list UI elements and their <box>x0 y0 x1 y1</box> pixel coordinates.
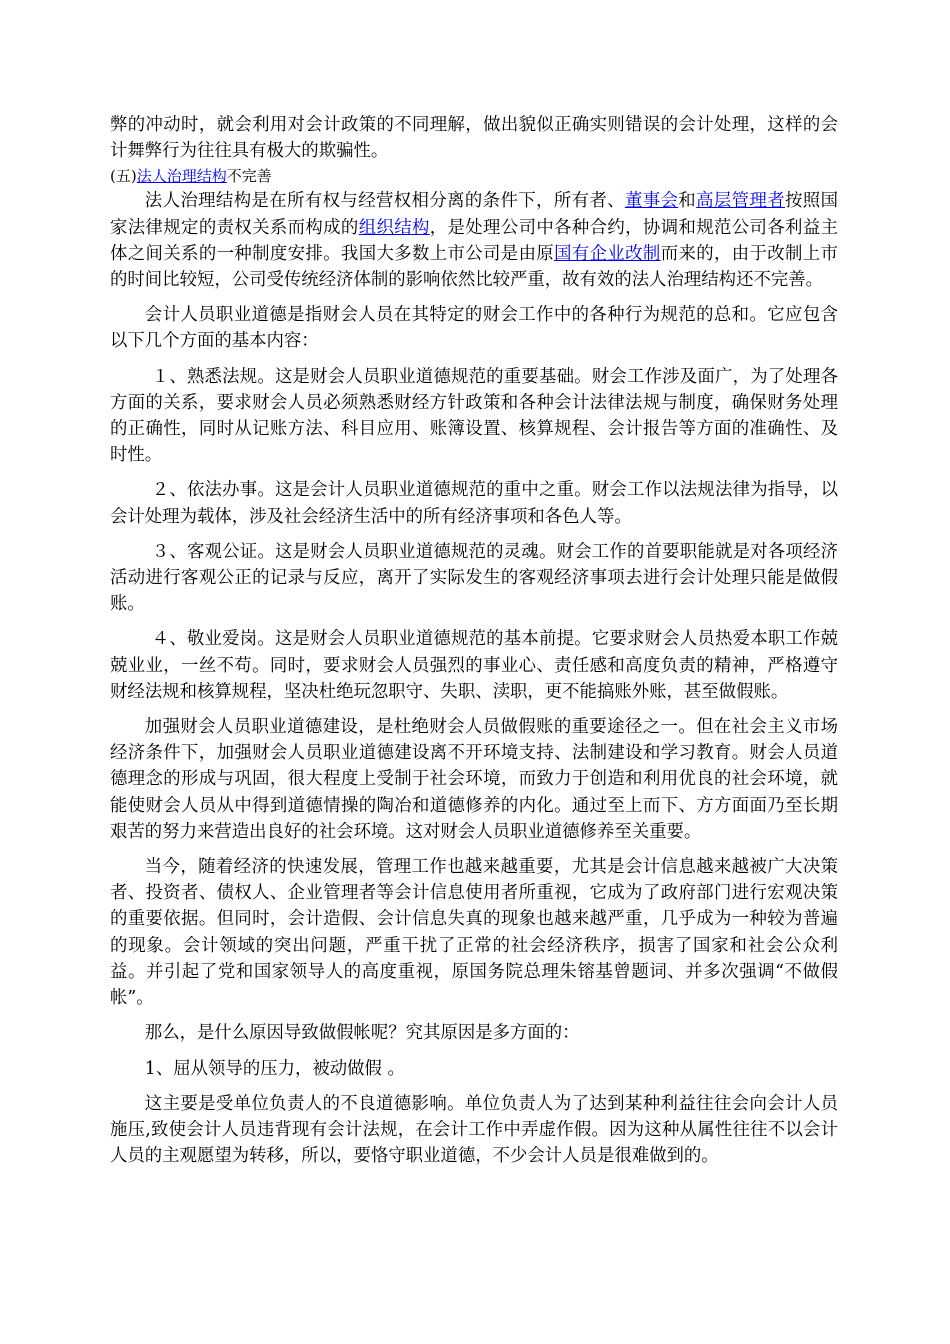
link-board-of-directors[interactable]: 董事会 <box>624 191 679 212</box>
paragraph-reason-1-body: 这主要是受单位负责人的不良道德影响。单位负责人为了达到某种利益往往会向会计人员施压,致使会计人员违背现有会计法规，在会计工作中弄虚作假。因为这种从属性往往不以会计人员的主观愿望为转移，所以，要恪守职业道德，不少会计人员是很难做到的。 <box>110 1093 838 1167</box>
document-page <box>110 112 838 1169</box>
paragraph-question: 那么，是什么原因导致做假帐呢？究其原因是多方面的： <box>144 1023 580 1044</box>
text-run: 法人治理结构是在所有权与经营权相分离的条件下，所有者、 <box>144 191 625 212</box>
paragraph-item-3: ３、客观公证。这是财会人员职业道德规范的灵魂。财会工作的首要职能就是对各项经济活动进行客观公正的记录与反应，离开了实际发生的客观经济事项去进行会计处理只能是做假账。 <box>110 541 838 615</box>
link-corporate-governance[interactable]: 法人治理结构 <box>136 167 227 186</box>
paragraph-reason-1-title: 1、屈从领导的压力，被动做假 。 <box>144 1058 405 1079</box>
paragraph-governance <box>110 188 838 293</box>
section-number: (五) <box>110 167 137 186</box>
paragraph-ethics-definition: 会计人员职业道德是指财会人员在其特定的财会工作中的各种行为规范的总和。它应包含以下几个方面的基本内容： <box>110 305 838 352</box>
paragraph-item-2: ２、依法办事。这是会计人员职业道德规范的重中之重。财会工作以法规法律为指导，以会计处理为载体，涉及社会经济生活中的所有经济事项和各色人等。 <box>110 480 838 527</box>
text-run: ，是处理公司中各种合约，协调和规范公司各利益主体之间关系的一种制度安排。我国大多数上市公司是由原 <box>110 217 838 264</box>
section-heading-suffix: 不完善 <box>226 167 272 186</box>
paragraph-current-situation: 当今，随着经济的快速发展，管理工作也越来越重要，尤其是会计信息越来越被广大决策者、投资者、债权人、企业管理者等会计信息使用者所重视，它成为了政府部门进行宏观决策的重要依据。但同时，会计造假、会计信息失真的现象也越来越严重，几乎成为一种较为普遍的现象。会计领域的突出问题，严重干扰了正常的社会经济秩序，损害了国家和社会公众利益。并引起了党和国家领导人的高度重视，原国务院总理朱镕基曾题词、并多次强调“不做假帐”。 <box>110 857 838 1009</box>
text-run: 而来的，由于改制上市的时间比较短，公司受传统经济体制的影响依然比较严重，故有效的法人治理结构还不完善。 <box>110 243 838 291</box>
paragraph-ethics-construction: 加强财会人员职业道德建设，是杜绝财会人员做假账的重要途径之一。但在社会主义市场经济条件下，加强财会人员职业道德建设离不开环境支持、法制建设和学习教育。财会人员道德理念的形成与巩固，很大程度上受制于社会环境，而致力于创造和利用优良的社会环境，就能使财会人员从中得到道德情操的陶冶和道德修养的内化。通过至上而下、方方面面乃至长期艰苦的努力来营造出良好的社会环境。这对财会人员职业道德修养至关重要。 <box>110 717 838 842</box>
text-run: 和 <box>678 191 697 212</box>
paragraph-item-1: １、熟悉法规。这是财会人员职业道德规范的重要基础。财会工作涉及面广，为了处理各方面的关系，要求财会人员必须熟悉财经方针政策和各种会计法律法规与制度，确保财务处理的正确性，同时从记账方法、科目应用、账簿设置、核算规程、会计报告等方面的准确性、及时性。 <box>110 366 838 466</box>
paragraph-item-4: ４、敬业爱岗。这是财会人员职业道德规范的基本前提。它要求财会人员热爱本职工作兢兢业业，一丝不苟。同时，要求财会人员强烈的事业心、责任感和高度负责的精神，严格遵守财经法规和核算规程，坚决杜绝玩忽职守、失职、渎职，更不能搞账外账，甚至做假账。 <box>110 629 838 702</box>
text-run: 按照国家法律规定的责权关系而构成的 <box>110 191 838 238</box>
link-organization-structure[interactable]: 组织结构 <box>358 217 430 238</box>
link-soe-restructuring[interactable]: 国有企业改制 <box>554 243 661 264</box>
paragraph-continuation: 弊的冲动时，就会利用对会计政策的不同理解，做出貌似正确实则错误的会计处理，这样的会计舞弊行为往往具有极大的欺骗性。 <box>110 115 838 162</box>
section-heading <box>110 164 838 188</box>
link-senior-management[interactable]: 高层管理者 <box>696 191 786 212</box>
